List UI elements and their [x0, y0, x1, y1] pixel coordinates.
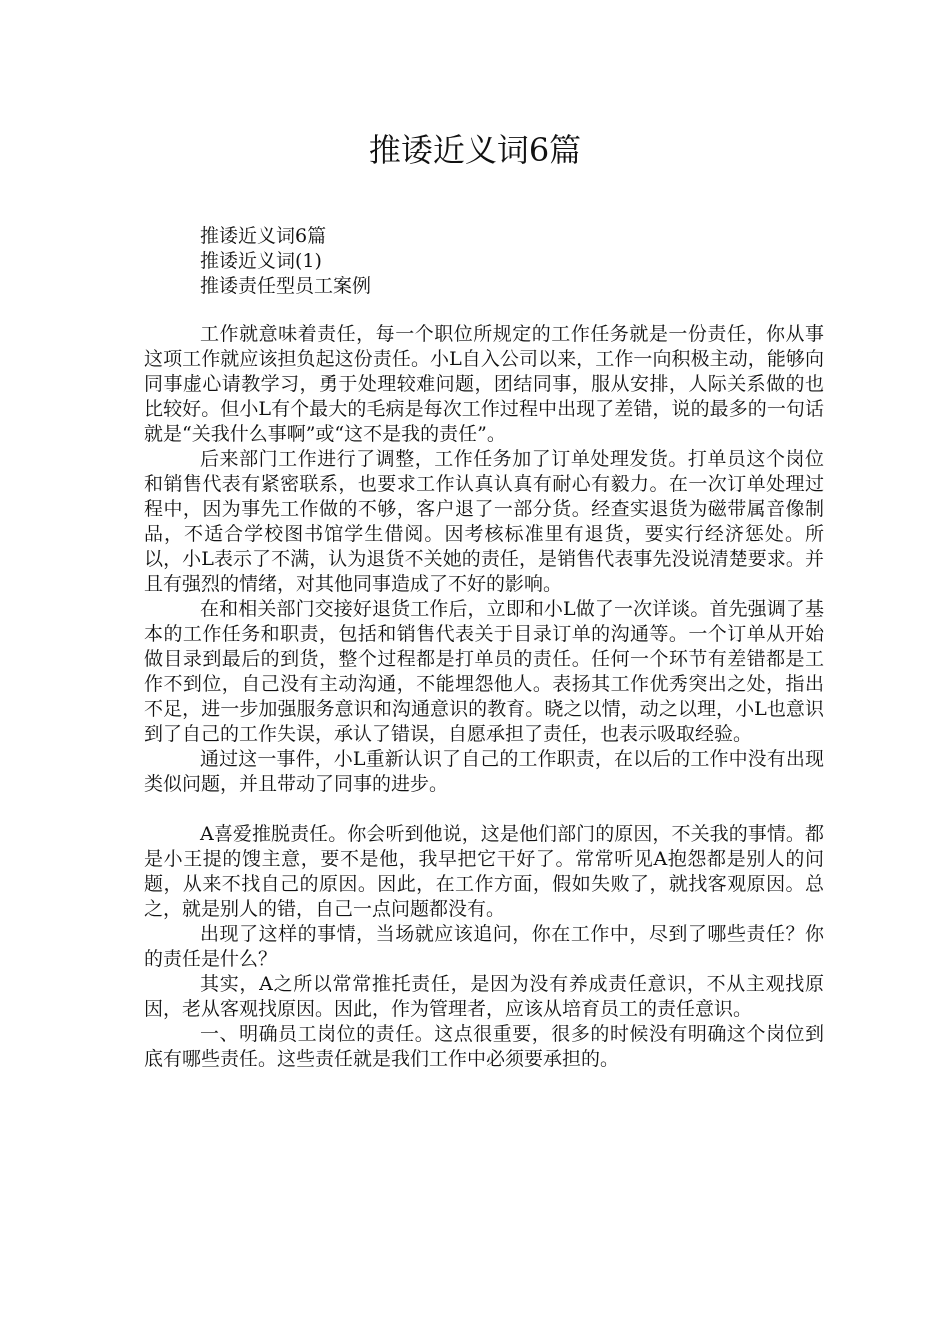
heading-block [200, 224, 371, 299]
section-spacer [144, 797, 824, 822]
paragraph: A喜爱推脱责任。你会听到他说，这是他们部门的原因，不关我的事情。都是小王提的馊主意，要不是他，我早把它干好了。常常听见A抱怨都是别人的问题，从来不找自己的原因。因此，在工作方面，假如失败了，就找客观原因。总之，就是别人的错，自己一点问题都没有。 [144, 823, 824, 920]
paragraph: 通过这一事件，小L重新认识了自己的工作职责，在以后的工作中没有出现类似问题，并且带动了同事的进步。 [144, 748, 824, 795]
document-title: 推诿近义词6篇 [368, 131, 582, 169]
paragraph: 后来部门工作进行了调整，工作任务加了订单处理发货。打单员这个岗位和销售代表有紧密联系，也要求工作认真认真有耐心有毅力。在一次订单处理过程中，因为事先工作做的不够，客户退了一部分货。经查实退货为磁带属音像制品，不适合学校图书馆学生借阅。因考核标准里有退货，要实行经济惩处。所以，小L表示了不满，认为退货不关她的责任，是销售代表事先没说清楚要求。并且有强烈的情绪，对其他同事造成了不好的影响。 [144, 448, 824, 595]
paragraph: 工作就意味着责任，每一个职位所规定的工作任务就是一份责任，你从事这项工作就应该担负起这份责任。小L自入公司以来，工作一向积极主动，能够向同事虚心请教学习，勇于处理较难问题，团结同事，服从安排，人际关系做的也比较好。但小L有个最大的毛病是每次工作过程中出现了差错，说的最多的一句话就是“关我什么事啊”或“这不是我的责任”。 [144, 323, 824, 445]
paragraph: 其实，A之所以常常推托责任，是因为没有养成责任意识，不从主观找原因，老从客观找原因。因此，作为管理者，应该从培育员工的责任意识。 [144, 973, 824, 1020]
subheading: 推诿责任型员工案例 [200, 275, 372, 297]
subheading: 推诿近义词6篇 [200, 225, 327, 247]
subheading: 推诿近义词(1) [200, 250, 322, 272]
paragraph: 出现了这样的事情，当场就应该追问，你在工作中，尽到了哪些责任？你的责任是什么？ [144, 923, 824, 970]
paragraph: 一、明确员工岗位的责任。这点很重要，很多的时候没有明确这个岗位到底有哪些责任。这些责任就是我们工作中必须要承担的。 [144, 1023, 824, 1070]
document-body [144, 322, 824, 1072]
paragraph: 在和相关部门交接好退货工作后，立即和小L做了一次详谈。首先强调了基本的工作任务和职责，包括和销售代表关于目录订单的沟通等。一个订单从开始做目录到最后的到货，整个过程都是打单员的责任。任何一个环节有差错都是工作不到位，自己没有主动沟通，不能埋怨他人。表扬其工作优秀突出之处，指出不足，进一步加强服务意识和沟通意识的教育。晓之以情，动之以理，小L也意识到了自己的工作失误，承认了错误，自愿承担了责任，也表示吸取经验。 [144, 598, 824, 745]
